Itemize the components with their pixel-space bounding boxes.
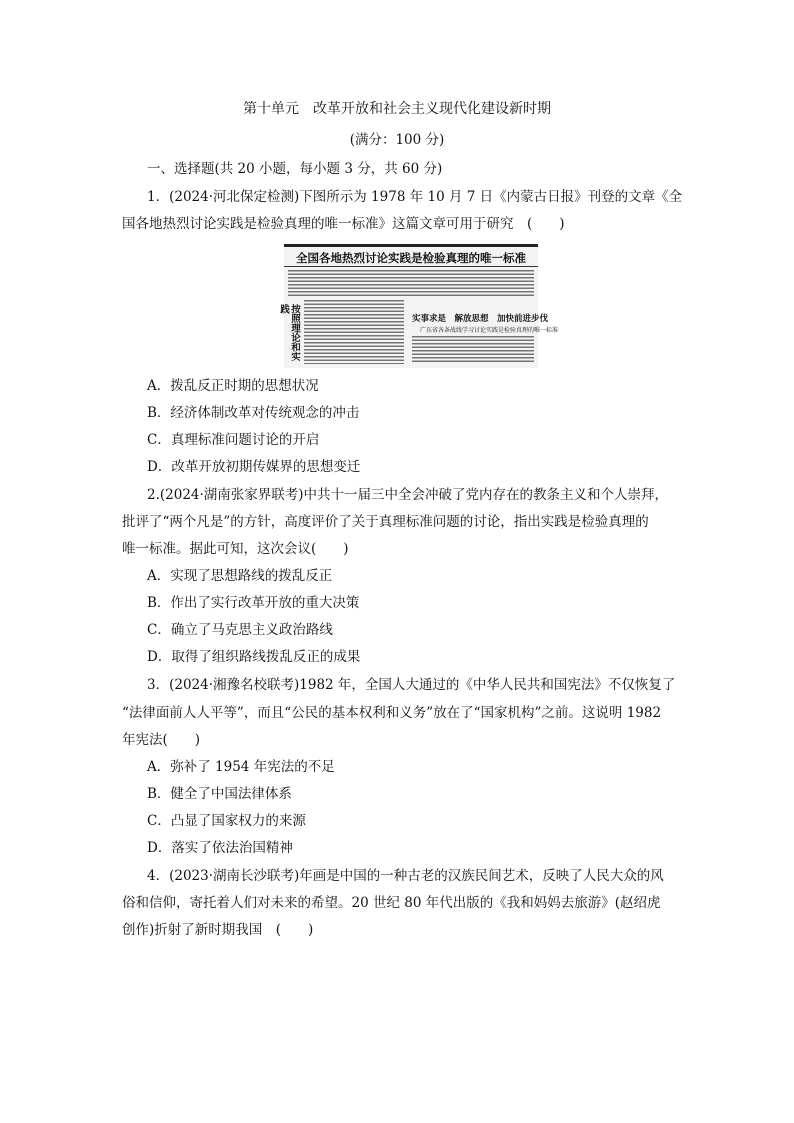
question-3-option-c: C．凸显了国家权力的来源: [147, 813, 306, 829]
question-3-line-3: 年宪法( ): [122, 732, 201, 748]
question-4-line-2: 俗和信仰，寄托着人们对未来的希望。20 世纪 80 年代出版的《我和妈妈去旅游》(赵绍虎: [122, 895, 661, 911]
newspaper-side-title: 按照理论和实践: [278, 304, 300, 361]
newspaper-text-block: [288, 270, 534, 296]
newspaper-subheading-small: 广东省各条战线学习讨论实践是检验真理的唯一标准: [420, 327, 559, 334]
newspaper-headline: 全国各地热烈讨论实践是检验真理的唯一标准: [296, 251, 526, 265]
question-1-option-b: B．经济体制改革对传统观念的冲击: [147, 405, 360, 421]
question-3-option-d: D．落实了依法治国精神: [147, 840, 293, 856]
question-4-line-3: 创作)折射了新时期我国 ( ): [122, 922, 314, 938]
question-2-option-d: D．取得了组织路线拨乱反正的成果: [147, 649, 361, 665]
question-3-line-1: 3．(2024·湘豫名校联考)1982 年，全国人大通过的《中华人民共和国宪法》不仅恢复了: [147, 677, 676, 693]
newspaper-text-block: [304, 300, 404, 364]
question-2-option-b: B．作出了实行改革开放的重大决策: [147, 595, 360, 611]
newspaper-mid-rule: [284, 266, 538, 267]
question-1-option-d: D．改革开放初期传媒界的思想变迁: [147, 459, 361, 475]
question-4-line-1: 4．(2023·湖南长沙联考)年画是中国的一种古老的汉族民间艺术，反映了人民大众的风: [147, 868, 664, 884]
question-1-line-2: 国各地热烈讨论实践是检验真理的唯一标准》这篇文章可用于研究 ( ): [122, 216, 565, 232]
question-1-option-c: C．真理标准问题讨论的开启: [147, 432, 320, 448]
question-3-option-a: A．弥补了 1954 年宪法的不足: [147, 759, 335, 775]
question-3-option-b: B．健全了中国法律体系: [147, 786, 292, 802]
section-heading: 一、选择题(共 20 小题，每小题 3 分，共 60 分): [147, 161, 443, 177]
newspaper-text-block: [412, 336, 534, 364]
question-2-option-a: A．实现了思想路线的拨乱反正: [147, 568, 333, 584]
score-note: (满分：100 分): [349, 132, 445, 148]
newspaper-image: [278, 244, 559, 368]
question-2-option-c: C．确立了马克思主义政治路线: [147, 622, 333, 638]
newspaper-subheading: 实事求是 解放思想 加快前进步伐: [412, 314, 549, 324]
newspaper-top-rule: [284, 244, 538, 247]
question-1-option-a: A．拨乱反正时期的思想状况: [147, 378, 319, 394]
question-2-line-3: 唯一标准。据此可知，这次会议( ): [122, 541, 349, 557]
question-2-line-1: 2.(2024·湖南张家界联考)中共十一届三中全会冲破了党内存在的教条主义和个人崇拜，: [147, 487, 669, 503]
question-3-line-2: “法律面前人人平等”，而且“公民的基本权利和义务”放在了“国家机构”之前。这说明 1982: [122, 705, 662, 721]
question-2-line-2: 批评了“两个凡是”的方针，高度评价了关于真理标准问题的讨论，指出实践是检验真理的: [122, 514, 649, 530]
unit-title: 第十单元 改革开放和社会主义现代化建设新时期: [243, 101, 551, 117]
question-1-line-1: 1．(2024·河北保定检测)下图所示为 1978 年 10 月 7 日《内蒙古日报》刊登的文章《全: [147, 189, 683, 205]
